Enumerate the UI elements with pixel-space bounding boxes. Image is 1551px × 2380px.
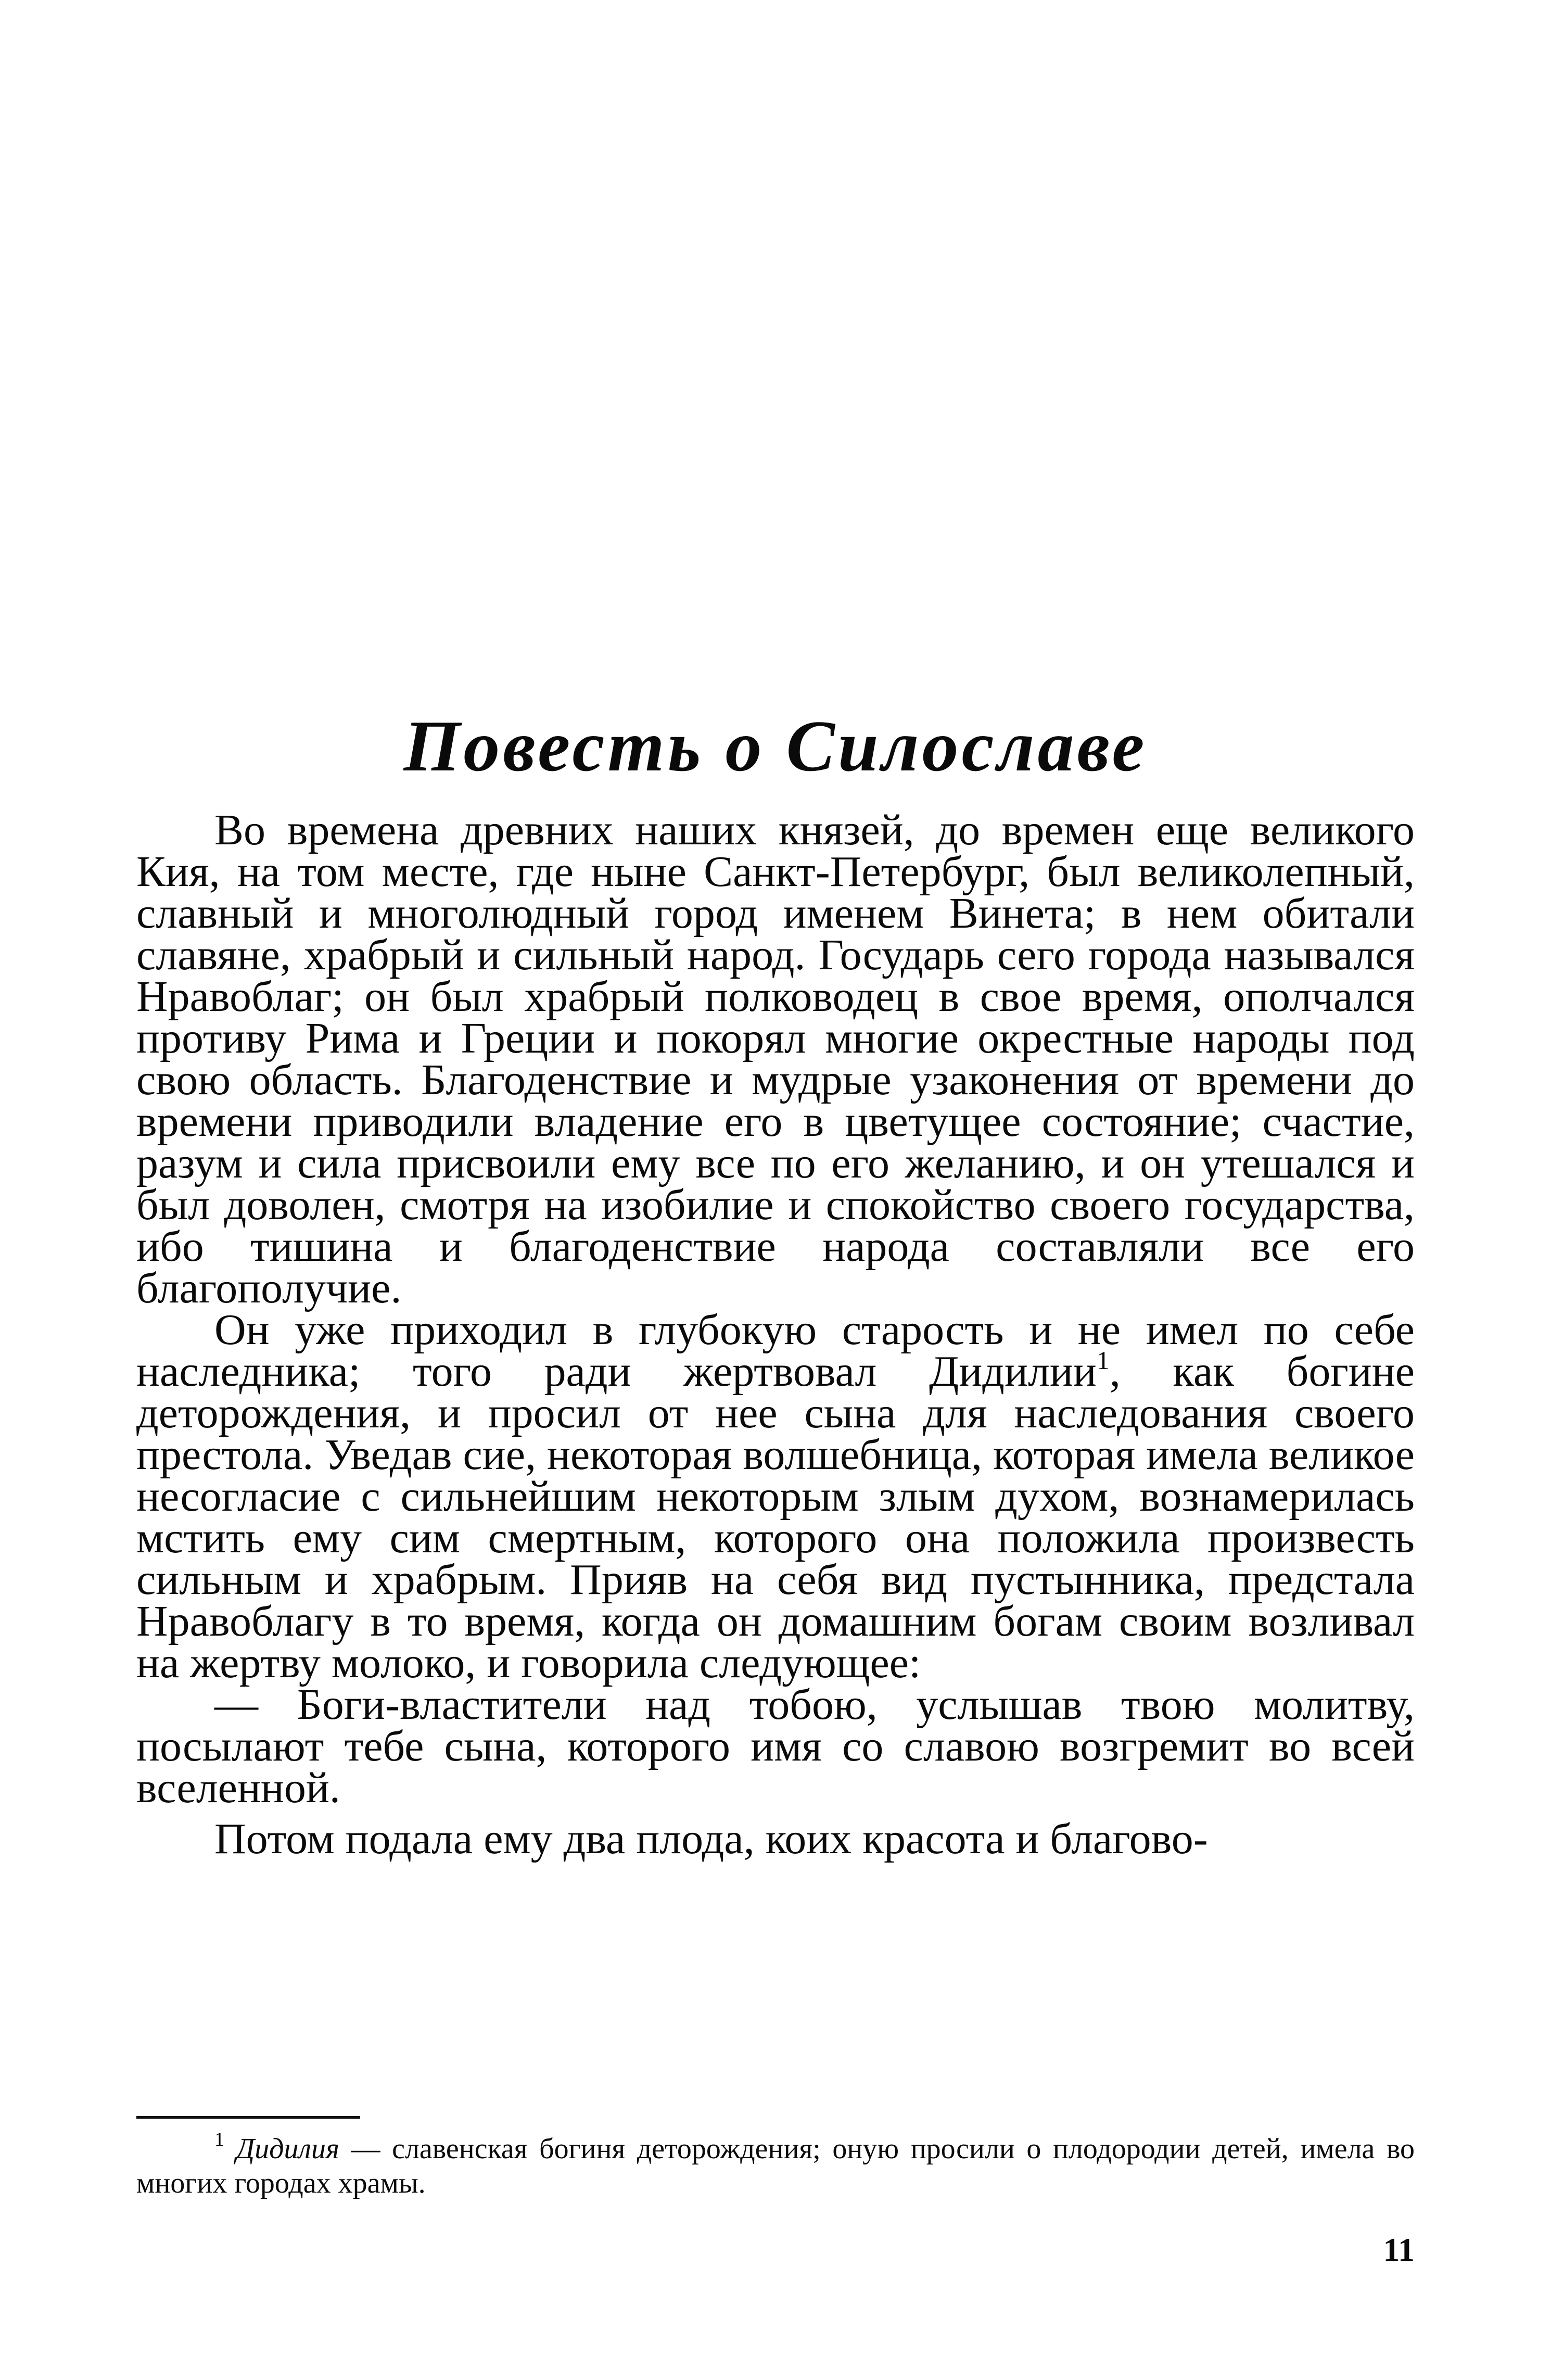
paragraph-2-start: Он уже приходил в глубокую старость и не имел по себе наследника; того ради жертвовал Дидилии bbox=[136, 1306, 1415, 1396]
paragraph-2-end: , как богине деторождения, и просил от нее сына для наследования своего престола. Уведав сие, некоторая волшебница, которая имела великое несогласие с сильнейшим некоторым злым духом, вознамерилась мстить ему сим смертным, которого она положила произвесть сильным и храбрым. Прияв на себя вид пустынника, предстала Нравоблагу в то время, когда он домашним богам своим возливал на жертву молоко, и говорила следующее: bbox=[136, 1347, 1415, 1687]
paragraph-1: Во времена древних наших князей, до времен еще великого Кия, на том месте, где ныне Санкт-Петербург, был великолепный, славный и многолюдный город именем Винета; в нем обитали славяне, храбрый и сильный народ. Государь сего города назывался Нравоблаг; он был храбрый полководец в свое время, ополчался противу Рима и Греции и покорял многие окрестные народы под свою область. Благоденствие и мудрые узаконения от времени до времени приводили владение его в цветущее состояние; счастие, разум и сила присвоили ему все по его желанию, и он утешался и был доволен, смотря на изобилие и спокойство своего государства, ибо тишина и благоденствие народа составляли все его благополучие. bbox=[136, 806, 1415, 1312]
footnote-mark: 1 bbox=[214, 2129, 224, 2150]
footnote-reference: 1 bbox=[1096, 1346, 1110, 1375]
page-number: 11 bbox=[1383, 2231, 1415, 2268]
footnote bbox=[136, 2129, 1415, 2200]
footnote-divider bbox=[136, 2116, 360, 2119]
paragraph-2 bbox=[136, 1306, 1415, 1687]
footnote-text: — славенская богиня деторождения; оную просили о плодородии детей, имела во многих городах храмы. bbox=[136, 2133, 1415, 2199]
paragraph-4: Потом подала ему два плода, коих красота и благово- bbox=[214, 1815, 1208, 1863]
paragraph-3-speech: — Боги-властители над тобою, услышав твою молитву, посылают тебе сына, которого имя со славою возгремит во всей вселенной. bbox=[136, 1680, 1415, 1812]
footnote-term: Дидилия bbox=[236, 2133, 339, 2165]
body-text bbox=[136, 806, 1415, 1863]
chapter-title: Повесть о Силославе bbox=[403, 705, 1148, 787]
